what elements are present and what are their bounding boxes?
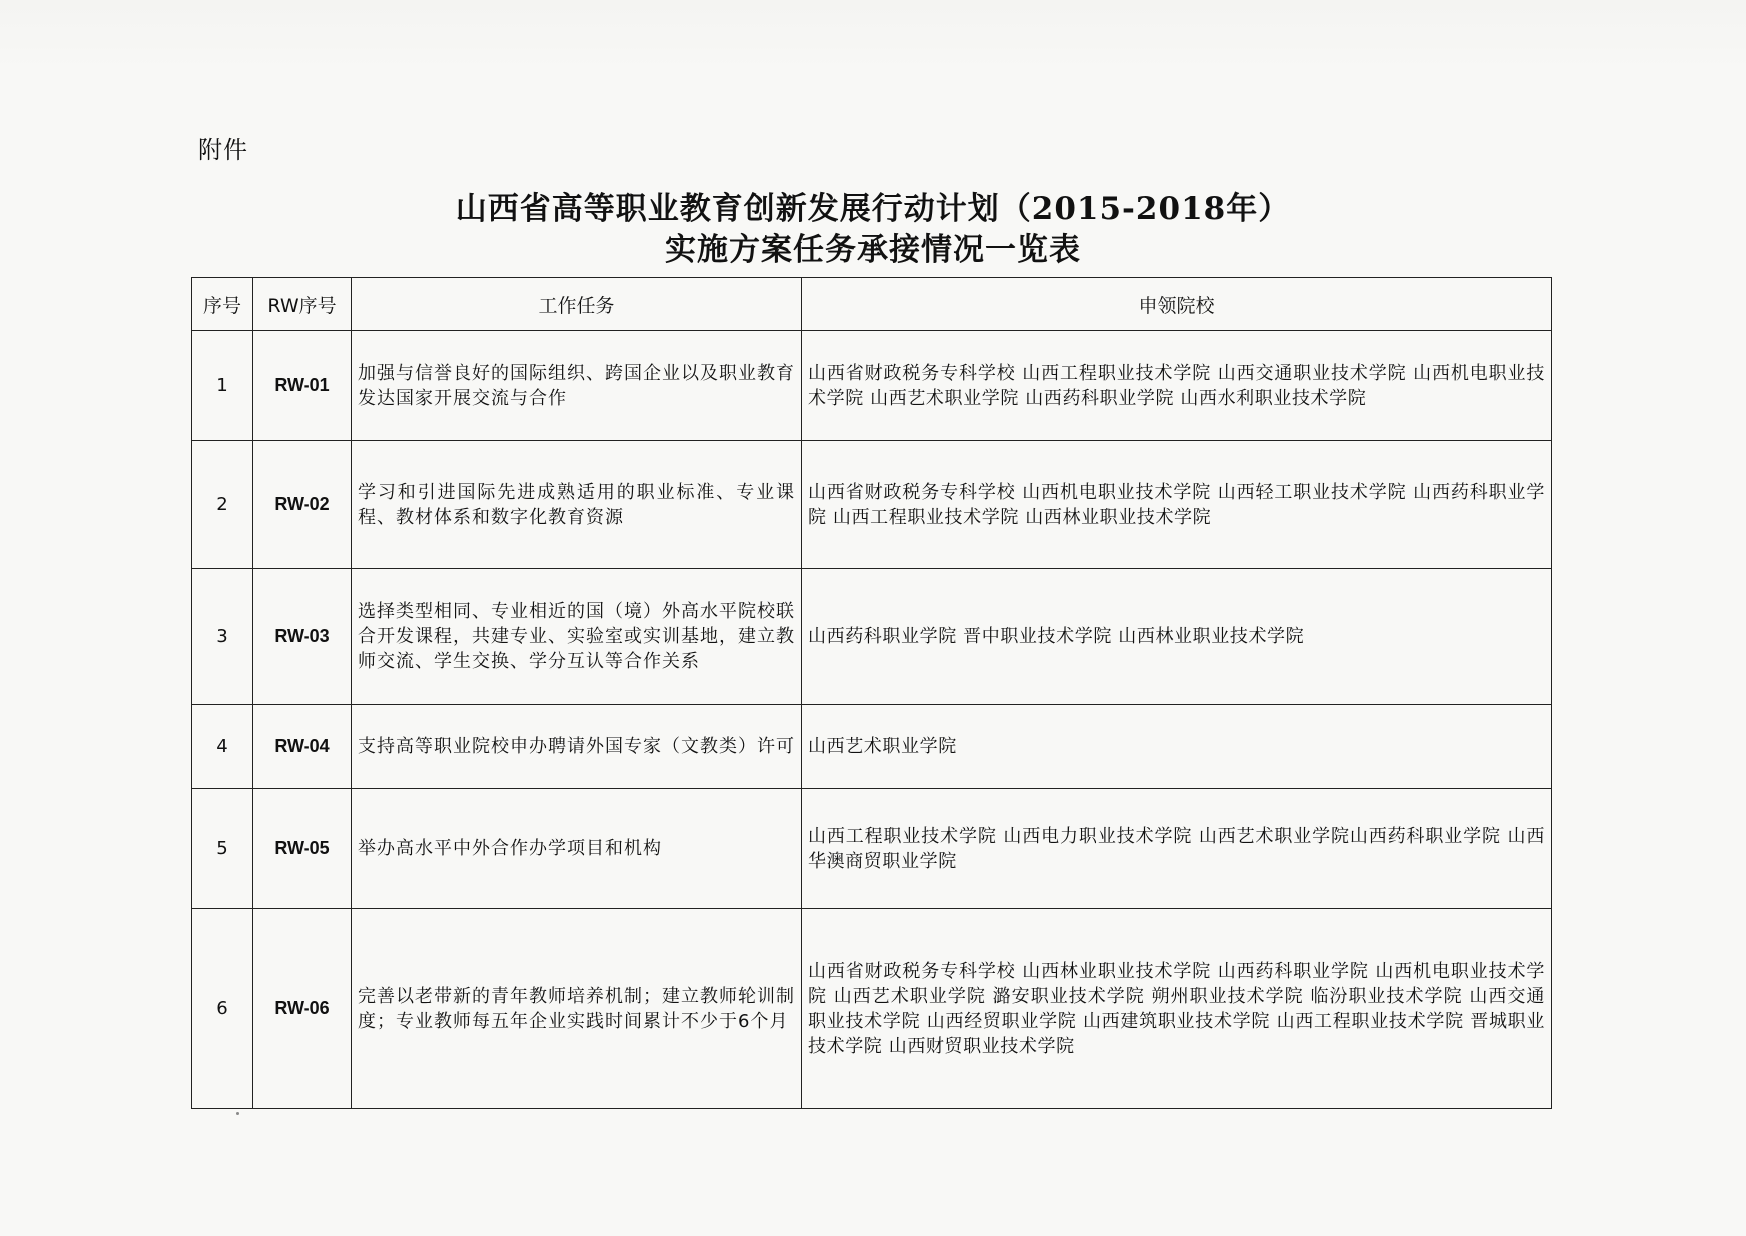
row-schools: 山西艺术职业学院 (802, 705, 1552, 789)
document-subtitle: 实施方案任务承接情况一览表 (665, 232, 1081, 268)
row-rw-code: RW-06 (253, 909, 352, 1109)
attachment-label: 附件 (198, 136, 248, 164)
row-schools: 山西药科职业学院 晋中职业技术学院 山西林业职业技术学院 (802, 569, 1552, 705)
scan-speck (236, 1112, 239, 1115)
table-row (192, 789, 1552, 909)
row-schools: 山西省财政税务专科学校 山西林业职业技术学院 山西药科职业学院 山西机电职业技术学院 山西艺术职业学院 潞安职业技术学院 朔州职业技术学院 临汾职业技术学院 山西交通职业技术学院 山西经贸职业学院 山西建筑职业技术学院 山西工程职业技术学院 晋城职业技术学院 山西财贸职业技术学院 (802, 909, 1552, 1109)
table-row (192, 705, 1552, 789)
table-row (192, 569, 1552, 705)
row-task: 加强与信誉良好的国际组织、跨国企业以及职业教育发达国家开展交流与合作 (352, 331, 802, 441)
row-task: 学习和引进国际先进成熟适用的职业标准、专业课程、教材体系和数字化教育资源 (352, 441, 802, 569)
row-no: 4 (192, 705, 253, 789)
row-rw-code: RW-04 (253, 705, 352, 789)
table-row (192, 441, 1552, 569)
row-no: 3 (192, 569, 253, 705)
row-rw-code: RW-05 (253, 789, 352, 909)
row-rw-code: RW-01 (253, 331, 352, 441)
row-rw-code: RW-03 (253, 569, 352, 705)
row-no: 6 (192, 909, 253, 1109)
header-no: 序号 (192, 278, 253, 331)
header-task: 工作任务 (352, 278, 802, 331)
table-row (192, 909, 1552, 1109)
row-schools: 山西工程职业技术学院 山西电力职业技术学院 山西艺术职业学院山西药科职业学院 山西华澳商贸职业学院 (802, 789, 1552, 909)
header-rw: RW序号 (253, 278, 352, 331)
row-schools: 山西省财政税务专科学校 山西机电职业技术学院 山西轻工职业技术学院 山西药科职业学院 山西工程职业技术学院 山西林业职业技术学院 (802, 441, 1552, 569)
table-header-row (192, 278, 1552, 331)
task-assignment-table (191, 277, 1552, 1109)
header-schools: 申领院校 (802, 278, 1552, 331)
row-no: 1 (192, 331, 253, 441)
document-title: 山西省高等职业教育创新发展行动计划（2015-2018年） (455, 191, 1291, 227)
row-no: 5 (192, 789, 253, 909)
row-task: 支持高等职业院校申办聘请外国专家（文教类）许可 (352, 705, 802, 789)
row-task: 举办高水平中外合作办学项目和机构 (352, 789, 802, 909)
row-task: 选择类型相同、专业相近的国（境）外高水平院校联合开发课程，共建专业、实验室或实训基地，建立教师交流、学生交换、学分互认等合作关系 (352, 569, 802, 705)
table-row (192, 331, 1552, 441)
row-no: 2 (192, 441, 253, 569)
row-schools: 山西省财政税务专科学校 山西工程职业技术学院 山西交通职业技术学院 山西机电职业技术学院 山西艺术职业学院 山西药科职业学院 山西水利职业技术学院 (802, 331, 1552, 441)
row-rw-code: RW-02 (253, 441, 352, 569)
row-task: 完善以老带新的青年教师培养机制；建立教师轮训制度；专业教师每五年企业实践时间累计不少于6个月 (352, 909, 802, 1109)
